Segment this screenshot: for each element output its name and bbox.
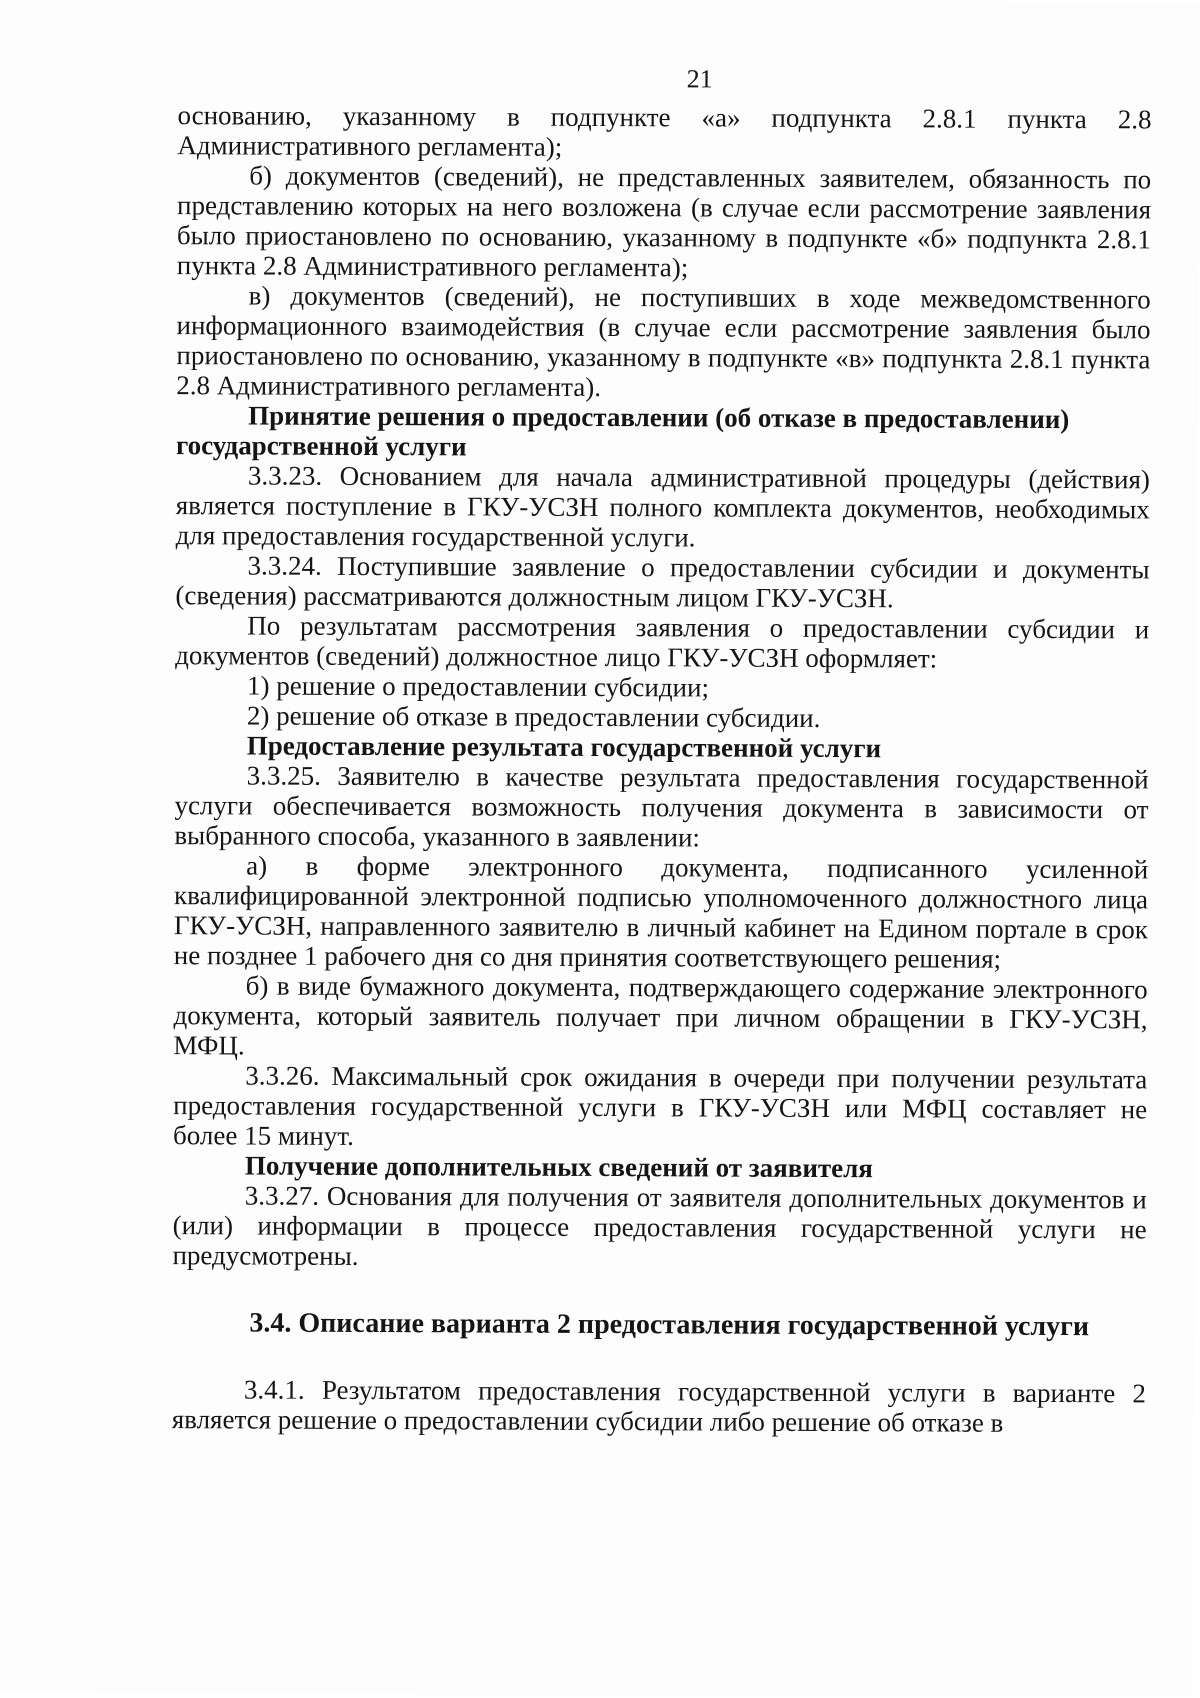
paragraph-item-b-paper: б) в виде бумажного документа, подтверждающего содержание электронного документа, который заявитель получает при личном обращении в ГКУ-УСЗН, МФЦ. bbox=[173, 970, 1148, 1061]
heading-additional-info: Получение дополнительных сведений от заявителя bbox=[244, 1150, 874, 1184]
paragraph-3-3-26: 3.3.26. Максимальный срок ожидания в очереди при получении результата предоставления государственной услуги в ГКУ-УСЗН или МФЦ составляет не более 15 минут. bbox=[172, 1060, 1148, 1151]
section-heading-3-4: 3.4. Описание варианта 2 предоставления государственной услуги bbox=[249, 1307, 1090, 1343]
list-item-1: 1) решение о предоставлении субсидии; bbox=[246, 670, 710, 703]
paragraph-item-b: б) документов (сведений), не представленных заявителем, обязанность по представлению которых на него возложена (в случае если рассмотрение заявления было приостановлено по основанию, указанному в подпункте «б» подпункта 2.8.1 пункта 2.8 Административного регламента); bbox=[176, 160, 1152, 283]
paragraph-3-4-1: 3.4.1. Результатом предоставления государственной услуги в варианте 2 является решение о предоставлении субсидии либо решение об отказе в bbox=[171, 1374, 1146, 1438]
paragraph-3-3-27: 3.3.27. Основания для получения от заявителя дополнительных документов и (или) информации в процессе предоставления государственной услуги не предусмотрены. bbox=[172, 1180, 1147, 1271]
list-item-2: 2) решение об отказе в предоставлении субсидии. bbox=[246, 700, 821, 733]
paragraph-review-results: По результатам рассмотрения заявления о предоставлении субсидии и документов (сведений) должностное лицо ГКУ-УСЗН оформляет: bbox=[175, 610, 1150, 674]
heading-result-provision: Предоставление результата государственной услуги bbox=[246, 730, 882, 764]
paragraph-item-v: в) документов (сведений), не поступивших в ходе межведомственного информационного взаимодействия (в случае если рассмотрение заявления было приостановлено по основанию, указанному в подпункте «в» подпункта 2.8.1 пункта 2.8 Административного регламента). bbox=[176, 280, 1151, 403]
page-number: 21 bbox=[686, 64, 713, 94]
paragraph-item-a-electronic: а) в форме электронного документа, подписанного усиленной квалифицированной электронной подписью уполномоченного должностного лица ГКУ-УСЗН, направленного заявителю в личный кабинет на Едином портале в срок не позднее 1 рабочего дня со дня принятия соответствующего решения; bbox=[173, 850, 1149, 974]
heading-decision: Принятие решения о предоставлении (об отказе в предоставлении) государственной услуги bbox=[175, 400, 1070, 462]
paragraph-3-3-23: 3.3.23. Основанием для начала административной процедуры (действия) является поступление в ГКУ-УСЗН полного комплекта документов, необходимых для предоставления государственной услуги. bbox=[175, 460, 1150, 553]
paragraph-continuation: основанию, указанному в подпункте «а» подпункта 2.8.1 пункта 2.8 Административного регламента); bbox=[177, 100, 1152, 162]
paragraph-3-3-24: 3.3.24. Поступившие заявление о предоставлении субсидии и документы (сведения) рассматриваются должностным лицом ГКУ-УСЗН. bbox=[175, 550, 1150, 614]
paragraph-3-3-25: 3.3.25. Заявителю в качестве результата предоставления государственной услуги обеспечивается возможность получения документа в зависимости от выбранного способа, указанного в заявлении: bbox=[174, 760, 1149, 853]
